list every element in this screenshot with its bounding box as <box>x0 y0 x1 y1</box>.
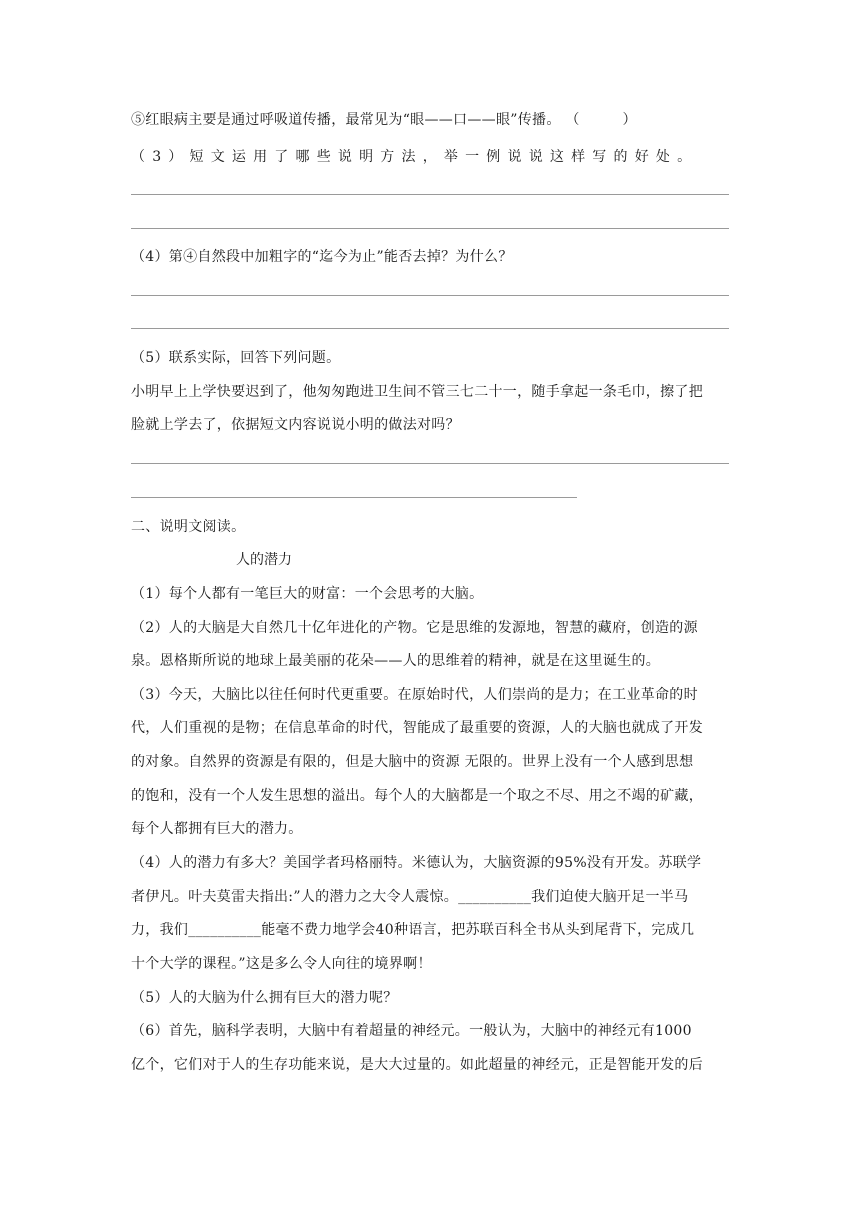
paragraph-3-line-5: 每个人都拥有巨大的潜力。 <box>131 821 303 837</box>
question-5-statement: ⑤红眼病主要是通过呼吸道传播，最常见为“眼——口——眼”传播。 （ ） <box>131 112 637 128</box>
paragraph-6-line-1: （6）首先，脑科学表明，大脑中有着超量的神经元。一般认为，大脑中的神经元有1000 <box>131 1023 692 1039</box>
paragraph-2-line-2: 泉。恩格斯所说的地球上最美丽的花朵——人的思维着的精神，就是在这里诞生的。 <box>131 653 661 669</box>
paragraph-2-line-1: （2）人的大脑是大自然几十亿年进化的产物。它是思维的发源地，智慧的藏府，创造的源 <box>131 620 698 636</box>
question-4-prompt: （4）第④自然段中加粗字的“迄今为止”能否去掉？为什么？ <box>131 249 513 265</box>
answer-line-4b[interactable] <box>131 328 729 329</box>
question-5-text-line-1: 小明早上上学快要迟到了，他匆匆跑进卫生间不管三七二十一，随手拿起一条毛巾，擦了把 <box>131 384 703 400</box>
paragraph-3-line-1: （3）今天，大脑比以往任何时代更重要。在原始时代，人们崇尚的是力；在工业革命的时 <box>131 687 698 703</box>
section-2-heading: 二、说明文阅读。 <box>131 519 246 535</box>
paragraph-4-line-4: 十个大学的课程。”这是多么令人向往的境界啊！ <box>131 956 432 972</box>
question-5-prompt: （5）联系实际，回答下列问题。 <box>131 350 341 366</box>
paragraph-6-line-2: 亿个，它们对于人的生存功能来说，是大大过量的。如此超量的神经元，正是智能开发的后 <box>131 1057 703 1073</box>
answer-line-3a[interactable] <box>131 194 729 195</box>
paragraph-4-line-2: 者伊凡。叶夫莫雷夫指出:”人的潜力之大令人震惊。__________我们迫使大脑开足一半马 <box>131 889 689 905</box>
answer-line-4a[interactable] <box>131 295 729 296</box>
answer-line-3b[interactable] <box>131 228 729 229</box>
question-3-prompt <box>131 147 729 167</box>
question-3-text: （3）短文运用了哪些说明方法，举一例说说这样写的好处。 <box>131 149 699 165</box>
paragraph-3-line-3: 的对象。自然界的资源是有限的，但是大脑中的资源 无限的。世界上没有一个人感到思想 <box>131 754 694 770</box>
paragraph-4-line-3: 力，我们__________能毫不费力地学会40种语言，把苏联百科全书从头到尾背下，完成几 <box>131 922 695 938</box>
paragraph-1: （1）每个人都有一笔巨大的财富：一个会思考的大脑。 <box>131 586 484 602</box>
paragraph-3-line-4: 的饱和，没有一个人发生思想的溢出。每个人的大脑都是一个取之不尽、用之不竭的矿藏， <box>131 788 703 804</box>
paragraph-3-line-2: 代，人们重视的是物；在信息革命的时代，智能成了最重要的资源，人的大脑也就成了开发 <box>131 720 703 736</box>
answer-line-5b[interactable] <box>131 497 577 498</box>
paragraph-4-line-1: （4）人的潜力有多大？美国学者玛格丽特。米德认为，大脑资源的95%没有开发。苏联学 <box>131 855 702 871</box>
answer-line-5a[interactable] <box>131 463 729 464</box>
article-title: 人的潜力 <box>236 552 292 568</box>
question-5-text-line-2: 脸就上学去了，依据短文内容说说小明的做法对吗？ <box>131 417 460 433</box>
paragraph-5: （5）人的大脑为什么拥有巨大的潜力呢？ <box>131 990 398 1006</box>
